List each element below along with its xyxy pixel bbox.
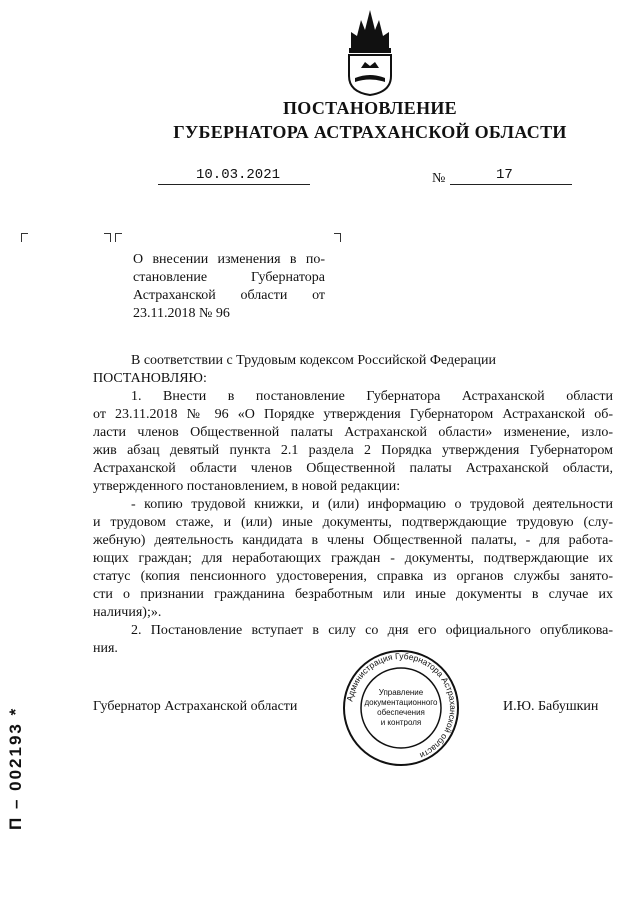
- body-line: - копию трудовой книжки, и (или) информацию о трудовой деятельности: [131, 497, 613, 512]
- body-line: ния.: [93, 641, 118, 656]
- subject-line: становление Губернатора: [133, 270, 325, 285]
- resolution-word: ПОСТАНОВЛЯЮ:: [93, 371, 207, 386]
- body-line: жив абзац девятый пункта 2.1 раздела 2 Порядка утверждения Губернатором: [93, 443, 613, 458]
- body-line: утвержденного постановлением, в новой редакции:: [93, 479, 401, 494]
- body-line: 2. Постановление вступает в силу со дня его официального опубликова-: [131, 623, 613, 638]
- margin-corner-mark: [104, 233, 111, 242]
- stamp-line: обеспечения: [377, 708, 425, 717]
- document-number: 17: [496, 167, 513, 183]
- subject-line: 23.11.2018 № 96: [133, 306, 230, 321]
- document-title: ПОСТАНОВЛЕНИЕ: [283, 98, 457, 118]
- body-line: 1. Внести в постановление Губернатора Астраханской области: [131, 389, 613, 404]
- body-line: сти о признании гражданина безработным или иные документы в случае их: [93, 587, 613, 602]
- body-line: Астраханской области членов Общественной палаты Астраханской области,: [93, 461, 613, 476]
- body-line: от 23.11.2018 № 96 «О Порядке утверждения Губернатором Астраханской об-: [93, 407, 613, 422]
- official-stamp: [342, 649, 460, 767]
- stamp-line: и контроля: [380, 718, 422, 727]
- document-body: [93, 352, 613, 658]
- subject-corner-mark: [334, 233, 341, 242]
- body-line: и трудовом стаже, и (или) иные документы, подтверждающие трудовую (слу-: [93, 515, 613, 530]
- document-issuer: ГУБЕРНАТОРА АСТРАХАНСКОЙ ОБЛАСТИ: [173, 122, 567, 142]
- number-sign: №: [432, 171, 446, 186]
- body-line: статус (копия пенсионного удостоверения, справка из органов службы занято-: [93, 569, 613, 584]
- signatory-position: Губернатор Астраханской области: [93, 699, 298, 714]
- document-date: 10.03.2021: [196, 167, 281, 183]
- body-line: жебную) деятельность кандидата в члены Общественной палаты, - для работа-: [93, 533, 613, 548]
- body-line: наличия);».: [93, 605, 162, 620]
- stamp-line: Управление: [378, 688, 424, 697]
- document-subject: [133, 251, 325, 323]
- subject-line: Астраханской области от: [133, 288, 325, 303]
- margin-corner-mark: [21, 233, 28, 242]
- number-underline: [450, 184, 572, 185]
- body-line: ласти членов Общественной палаты Астраханской области» изменение, изло-: [93, 425, 613, 440]
- date-underline: [158, 184, 310, 185]
- registration-number: П – 002193 *: [6, 706, 25, 830]
- body-line: ющих граждан; для неработающих граждан - документы, подтверждающие их: [93, 551, 613, 566]
- stamp-line: документационного: [364, 698, 438, 707]
- stamp-outer-text: Администрация Губернатора Астраханской области: [344, 650, 459, 761]
- subject-corner-mark: [115, 233, 122, 242]
- coat-of-arms-icon: [341, 6, 399, 96]
- signatory-name: И.Ю. Бабушкин: [503, 699, 599, 714]
- body-line: В соответствии с Трудовым кодексом Российской Федерации: [131, 353, 497, 368]
- subject-line: О внесении изменения в по-: [133, 252, 325, 267]
